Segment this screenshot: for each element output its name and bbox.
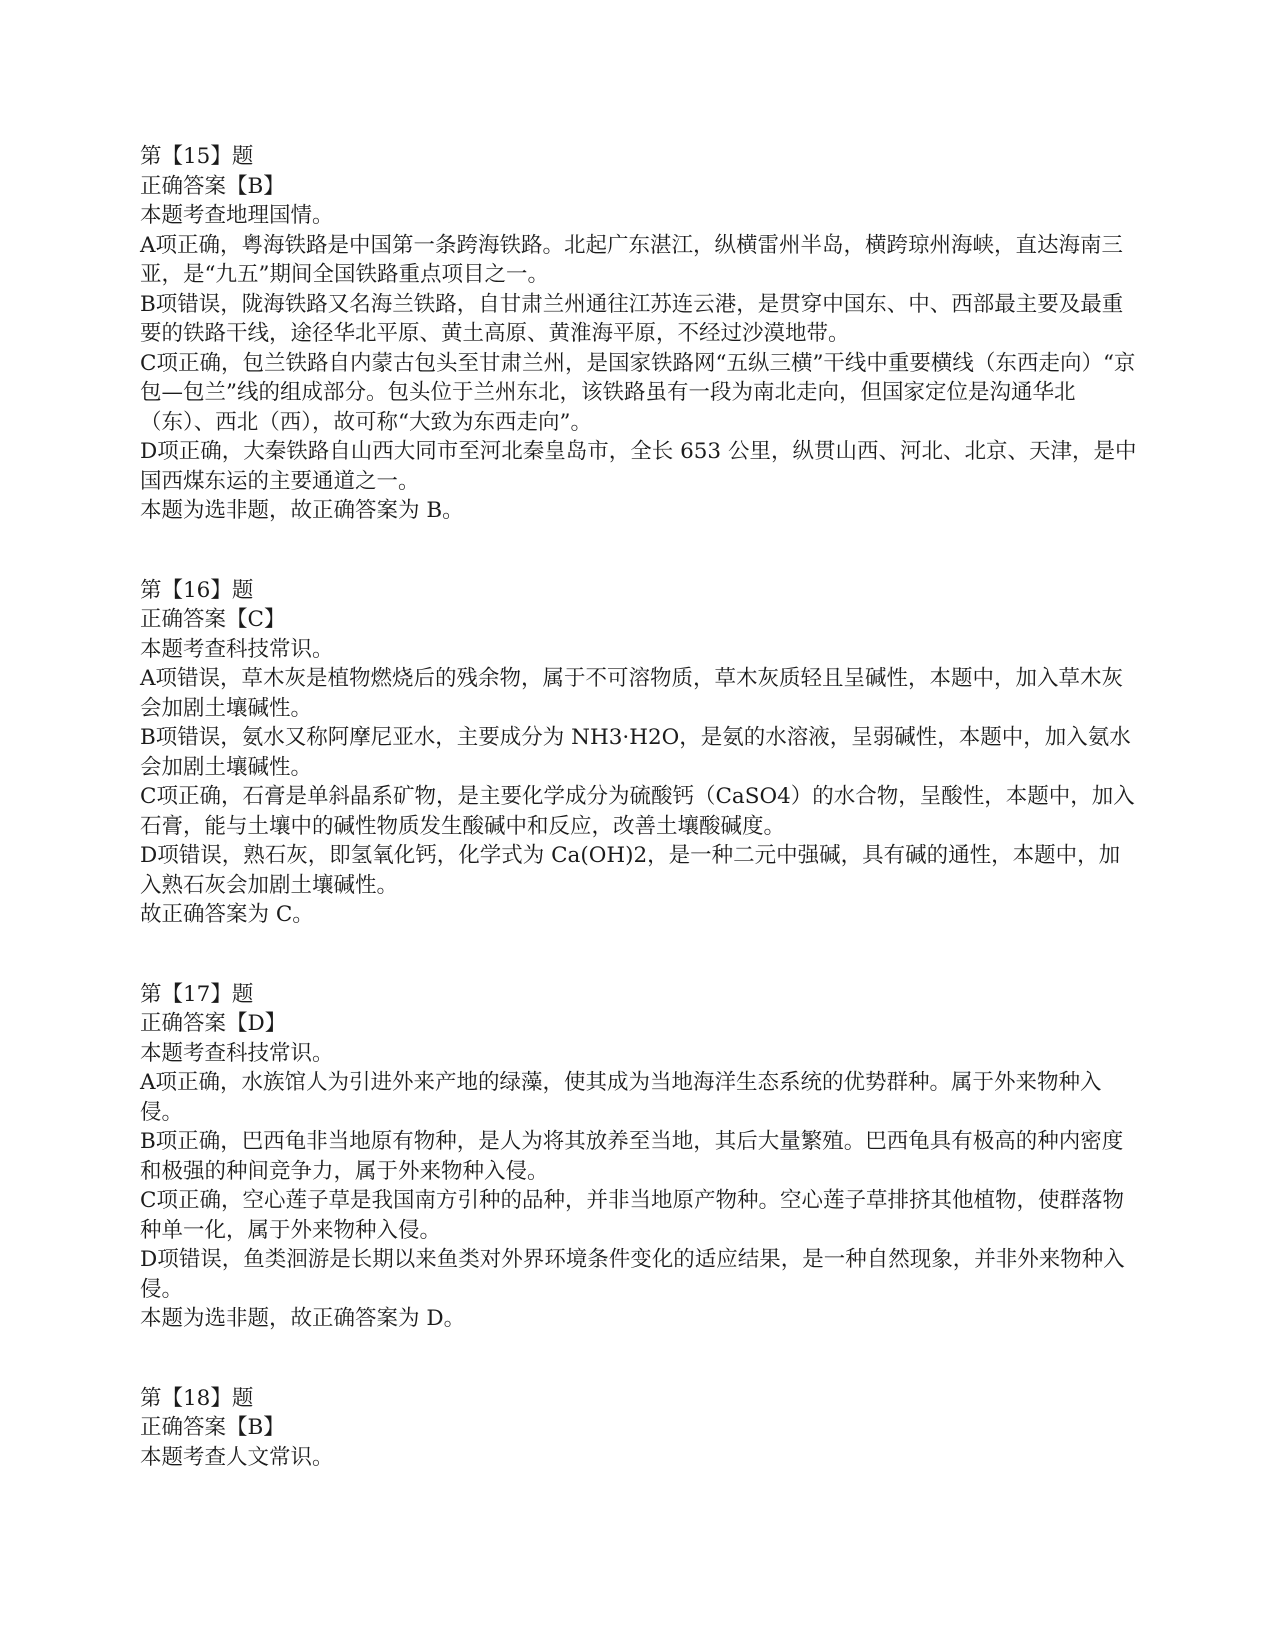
explanation-paragraph: A项错误，草木灰是植物燃烧后的残余物，属于不可溶物质，草木灰质轻且呈碱性，本题中，加入草木灰会加剧土壤碱性。 (140, 666, 1124, 721)
question-block-18 (140, 1384, 1140, 1473)
explanation-paragraph: B项错误，氨水又称阿摩尼亚水，主要成分为 NH3·H2O，是氨的水溶液，呈弱碱性，本题中，加入氨水会加剧土壤碱性。 (140, 725, 1131, 780)
explanation-paragraph: 本题考查人文常识。 (140, 1444, 334, 1470)
explanation-paragraph: B项错误，陇海铁路又名海兰铁路，自甘肃兰州通往江苏连云港，是贯穿中国东、中、西部最主要及最重要的铁路干线，途径华北平原、黄土高原、黄淮海平原，不经过沙漠地带。 (140, 291, 1124, 346)
explanation-paragraph: C项正确，石膏是单斜晶系矿物，是主要化学成分为硫酸钙（CaSO4）的水合物，呈酸性，本题中，加入石膏，能与土壤中的碱性物质发生酸碱中和反应，改善土壤酸碱度。 (140, 784, 1135, 839)
question-number: 第【15】题 (140, 144, 254, 169)
explanation-paragraph: 本题考查科技常识。 (140, 636, 334, 662)
answer-line: 正确答案【C】 (140, 607, 286, 632)
question-block-17 (140, 980, 1140, 1334)
document-content (140, 142, 1140, 1522)
question-number: 第【18】题 (140, 1385, 254, 1411)
answer-line: 正确答案【B】 (140, 1415, 285, 1440)
answer-line: 正确答案【B】 (140, 173, 285, 199)
question-paragraphs (140, 201, 1140, 526)
explanation-paragraph: C项正确，包兰铁路自内蒙古包头至甘肃兰州，是国家铁路网“五纵三横”干线中重要横线（东西走向）“京包—包兰”线的组成部分。包头位于兰州东北，该铁路虽有一段为南北走向，但国家定位是沟通华北（东）、西北（西），故可称“大致为东西走向”。 (140, 350, 1136, 435)
question-number: 第【17】题 (140, 981, 254, 1007)
answer-line: 正确答案【D】 (140, 1011, 287, 1036)
explanation-paragraph: D项正确，大秦铁路自山西大同市至河北秦皇岛市，全长 653 公里，纵贯山西、河北、北京、天津，是中国西煤东运的主要通道之一。 (140, 439, 1137, 494)
explanation-paragraph: C项正确，空心莲子草是我国南方引种的品种，并非当地原产物种。空心莲子草排挤其他植物，使群落物种单一化，属于外来物种入侵。 (140, 1188, 1124, 1243)
question-paragraphs (140, 1443, 1140, 1473)
explanation-paragraph: B项正确，巴西龟非当地原有物种，是人为将其放养至当地，其后大量繁殖。巴西龟具有极高的种内密度和极强的种间竞争力，属于外来物种入侵。 (140, 1129, 1124, 1184)
question-paragraphs (140, 1039, 1140, 1334)
question-block-15 (140, 142, 1140, 526)
explanation-paragraph: 本题考查地理国情。 (140, 203, 334, 228)
question-block-16 (140, 576, 1140, 930)
explanation-paragraph: 本题考查科技常识。 (140, 1040, 334, 1066)
explanation-paragraph: A项正确，水族馆人为引进外来产地的绿藻，使其成为当地海洋生态系统的优势群种。属于外来物种入侵。 (140, 1070, 1102, 1125)
explanation-paragraph: 故正确答案为 C。 (140, 902, 314, 927)
explanation-paragraph: D项错误，鱼类洄游是长期以来鱼类对外界环境条件变化的适应结果，是一种自然现象，并非外来物种入侵。 (140, 1247, 1125, 1302)
question-paragraphs (140, 635, 1140, 930)
question-number: 第【16】题 (140, 577, 254, 603)
explanation-paragraph: 本题为选非题，故正确答案为 B。 (140, 498, 464, 523)
explanation-paragraph: 本题为选非题，故正确答案为 D。 (140, 1306, 466, 1331)
explanation-paragraph: D项错误，熟石灰，即氢氧化钙，化学式为 Ca(OH)2，是一种二元中强碱，具有碱的通性，本题中，加入熟石灰会加剧土壤碱性。 (140, 843, 1121, 898)
explanation-paragraph: A项正确，粤海铁路是中国第一条跨海铁路。北起广东湛江，纵横雷州半岛，横跨琼州海峡，直达海南三亚，是“九五”期间全国铁路重点项目之一。 (140, 232, 1124, 287)
